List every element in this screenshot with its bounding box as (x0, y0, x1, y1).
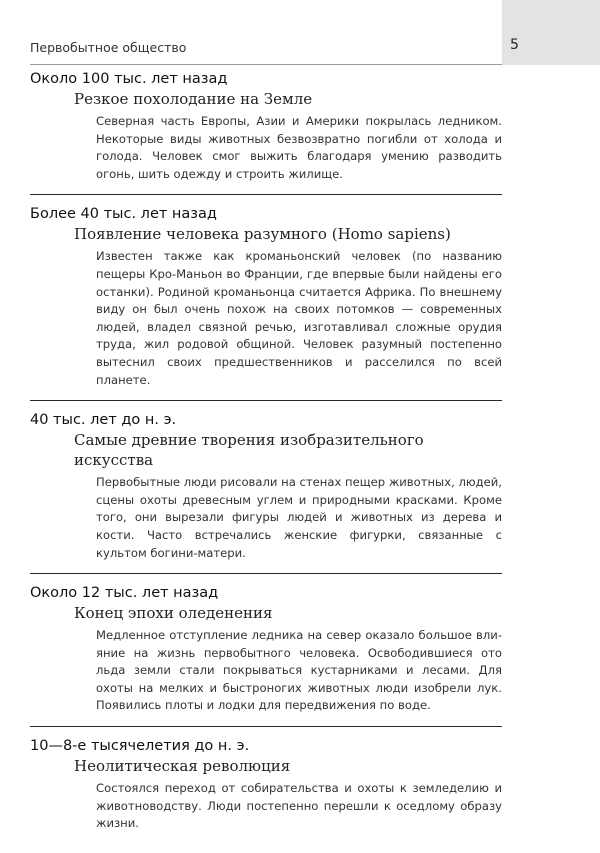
entry-date: 40 тыс. лет до н. э. (30, 412, 177, 429)
page-number: 5 (510, 37, 519, 53)
entry-date: 10—8-е тысячелетия до н. э. (30, 738, 250, 755)
entry-title: Резкое похолодание на Земле (74, 90, 313, 108)
entry-text: Первобытные люди рисовали на стенах пещер животных, людей, сцены охоты древесным углем и природными красками. Кроме того, они вырезали фигуры людей и животных из дерева и кости. Часто встречались женские фигурки, связанные с культом богини-матери. (96, 475, 502, 560)
timeline-entry (30, 410, 502, 574)
timeline-entry (30, 204, 502, 401)
entry-date: Более 40 тыс. лет назад (30, 206, 217, 223)
page-number-tab (502, 0, 600, 65)
entry-text: Известен также как кроманьонский человек (по названию пещеры Кро-Маньон во Франции, где впервые были найдены его останки). Родиной кроманьонца считается Африка. По внешнему виду он был очень похож на своих потомков — современных людей, владел связной речью, изготавливал сложные орудия труда, жил родовой общиной. Человек разумный постепенно вытеснил своих предшественников и расселился по всей планете. (96, 249, 502, 387)
entry-title: Конец эпохи оледенения (74, 604, 273, 623)
timeline (30, 69, 502, 853)
entry-title: Неолитическая революция (74, 757, 291, 776)
entry-date: Около 12 тыс. лет назад (30, 585, 219, 602)
entry-title: Появление человека разумного (Homo sapiens) (74, 225, 451, 244)
entry-text: Медленное отступление ледника на север оказало большое влияние на жизнь первобытного человека. Освободившиеся ото льда земли стали покрываться кустарниками и лесами. Для охоты на мелких и быстроногих животных люди изобрели лук. Появились плоты и лодки для передвижения по воде. (96, 628, 502, 713)
timeline-entry (30, 736, 502, 844)
entry-text: Состоялся переход от собирательства и охоты к земледелию и животноводству. Люди постепенно перешли к оседлому образу жизни. (96, 781, 502, 831)
entry-date: Около 100 тыс. лет назад (30, 71, 228, 87)
timeline-entry (30, 583, 502, 727)
entry-text: Северная часть Европы, Азии и Америки покрылась ледником. Некоторые виды животных безвозвратно погибли от холода и голода. Человек смог выжить благодаря умению разводить огонь, шить одежду и строить жилище. (96, 114, 502, 181)
timeline-entry (30, 69, 502, 195)
entry-title: Самые древние творения изобразительного искусства (74, 431, 424, 470)
header-divider (30, 64, 502, 65)
running-head: Первобытное общество (30, 40, 187, 55)
